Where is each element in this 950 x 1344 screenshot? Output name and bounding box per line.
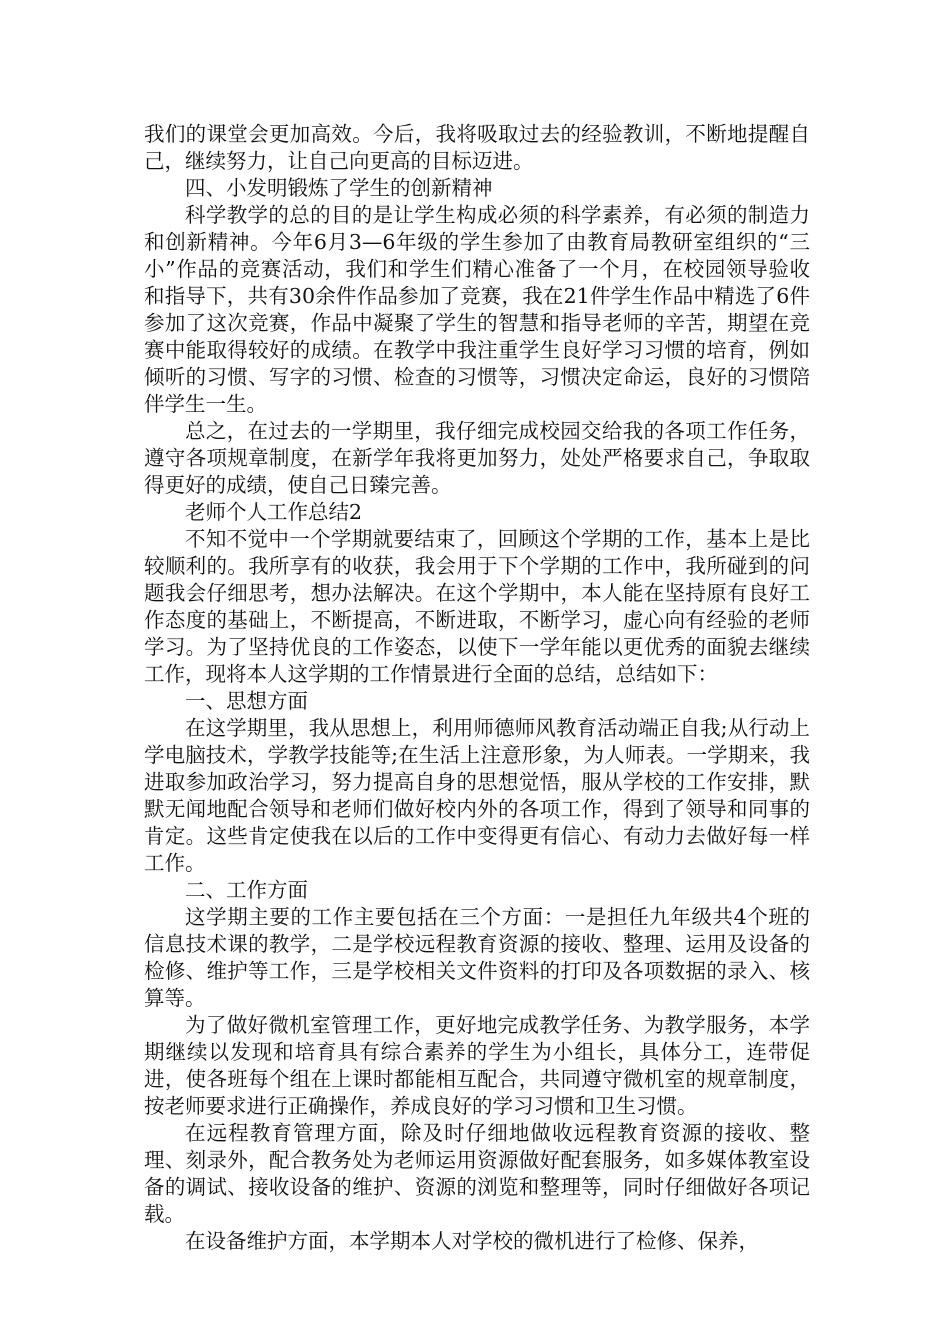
section-heading-innovation: 四、小发明锻炼了学生的创新精神: [185, 176, 493, 200]
document-page: [144, 121, 810, 1255]
paragraph-7: 为了做好微机室管理工作，更好地完成教学任务、为教学服务，本学期继续以发现和培育具有综合素养的学生为小组长，具体分工，连带促进，使各班每个组在上课时都能相互配合，共同遵守微机室的规章制度，按老师要求进行正确操作，养成良好的学习习惯和卫生习惯。: [144, 1013, 810, 1118]
paragraph-5: 在这学期里，我从思想上，利用师德师风教育活动端正自我;从行动上学电脑技术，学教学技能等;在生活上注意形象，为人师表。一学期来，我进取参加政治学习，努力提高自身的思想觉悟，服从学校的工作安排，默默无闻地配合领导和老师们做好校内外的各项工作，得到了领导和同事的肯定。这些肯定使我在以后的工作中变得更有信心、有动力去做好每一样工作。: [144, 716, 810, 875]
paragraph-8: 在远程教育管理方面，除及时仔细地做收远程教育资源的接收、整理、刻录外，配合教务处为老师运用资源做好配套服务，如多媒体教室设备的调试、接收设备的维护、资源的浏览和整理等，同时仔细做好各项记载。: [144, 1121, 810, 1226]
paragraph-3: 总之，在过去的一学期里，我仔细完成校园交给我的各项工作任务，遵守各项规章制度，在新学年我将更加努力，处处严格要求自己，争取取得更好的成绩，使自己日臻完善。: [144, 419, 810, 497]
article-title-2: 老师个人工作总结2: [185, 500, 363, 524]
paragraph-6: 这学期主要的工作主要包括在三个方面：一是担任九年级共4个班的信息技术课的教学，二是学校远程教育资源的接收、整理、运用及设备的检修、维护等工作，三是学校相关文件资料的打印及各项数据的录入、核算等。: [144, 905, 810, 1010]
paragraph-2: 科学教学的总的目的是让学生构成必须的科学素养，有必须的制造力和创新精神。今年6月3—6年级的学生参加了由教育局教研室组织的“三小”作品的竞赛活动，我们和学生们精心准备了一个月，在校园领导验收和指导下，共有30余件作品参加了竞赛，我在21件学生作品中精选了6件参加了这次竞赛，作品中凝聚了学生的智慧和指导老师的辛苦，期望在竞赛中能取得较好的成绩。在教学中我注重学生良好学习习惯的培育，例如倾听的习惯、写字的习惯、检查的习惯等，习惯决定命运，良好的习惯陪伴学生一生。: [144, 203, 810, 416]
paragraph-4: 不知不觉中一个学期就要结束了，回顾这个学期的工作，基本上是比较顺利的。我所享有的收获，我会用于下个学期的工作中，我所碰到的问题我会仔细思考，想办法解决。在这个学期中，本人能在坚持原有良好工作态度的基础上，不断提高，不断进取，不断学习，虚心向有经验的老师学习。为了坚持优良的工作姿态，以使下一学年能以更优秀的面貌去继续工作，现将本人这学期的工作情景进行全面的总结，总结如下：: [144, 527, 810, 686]
paragraph-9: 在设备维护方面，本学期本人对学校的微机进行了检修、保养，: [185, 1229, 759, 1253]
section-heading-work: 二、工作方面: [185, 878, 308, 902]
paragraph-1: 我们的课堂会更加高效。今后，我将吸取过去的经验教训，不断地提醒自己，继续努力，让自己向更高的目标迈进。: [144, 122, 810, 173]
section-heading-thought: 一、思想方面: [185, 689, 308, 713]
